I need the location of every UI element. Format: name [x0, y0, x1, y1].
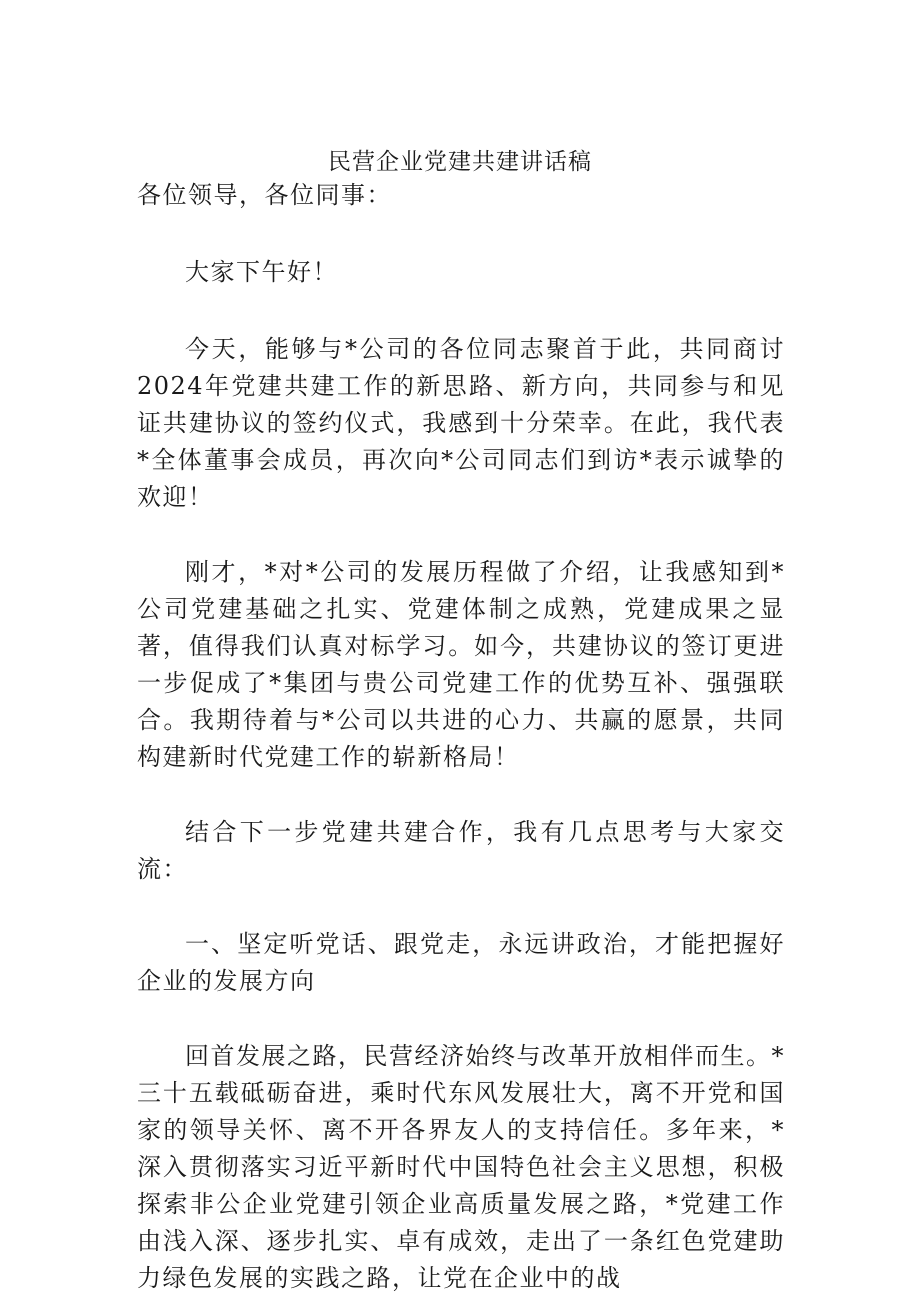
body-paragraph-transition: 结合下一步党建共建合作，我有几点思考与大家交流： [137, 818, 785, 883]
section-heading-one: 一、坚定听党话、跟党走，永远讲政治，才能把握好企业的发展方向 [137, 930, 785, 995]
greeting-paragraph: 大家下午好！ [185, 258, 338, 286]
body-paragraph-welcome: 今天，能够与*公司的各位同志聚首于此，共同商讨2024年党建共建工作的新思路、新方向，共同参与和见证共建协议的签约仪式，我感到十分荣幸。在此，我代表*全体董事会成员，再次向*公司同志们到访*表示诚挚的欢迎！ [137, 335, 785, 511]
document-body [137, 177, 785, 1297]
body-paragraph-development: 回首发展之路，民营经济始终与改革开放相伴而生。*三十五载砥砺奋进，乘时代东风发展壮大，离不开党和国家的领导关怀、离不开各界友人的支持信任。多年来，*深入贯彻落实习近平新时代中国特色社会主义思想，积极探索非公企业党建引领企业高质量发展之路，*党建工作由浅入深、逐步扎实、卓有成效，走出了一条红色党建助力绿色发展的实践之路，让党在企业中的战 [137, 1042, 785, 1292]
body-paragraph-introduction: 刚才，*对*公司的发展历程做了介绍，让我感知到*公司党建基础之扎实、党建体制之成熟，党建成果之显著，值得我们认真对标学习。如今，共建协议的签订更进一步促成了*集团与贵公司党建工作的优势互补、强强联合。我期待着与*公司以共进的心力、共赢的愿景，共同构建新时代党建工作的崭新格局！ [137, 558, 785, 771]
document-title: 民营企业党建共建讲话稿 [328, 149, 592, 175]
salutation-paragraph: 各位领导，各位同事： [137, 181, 392, 209]
